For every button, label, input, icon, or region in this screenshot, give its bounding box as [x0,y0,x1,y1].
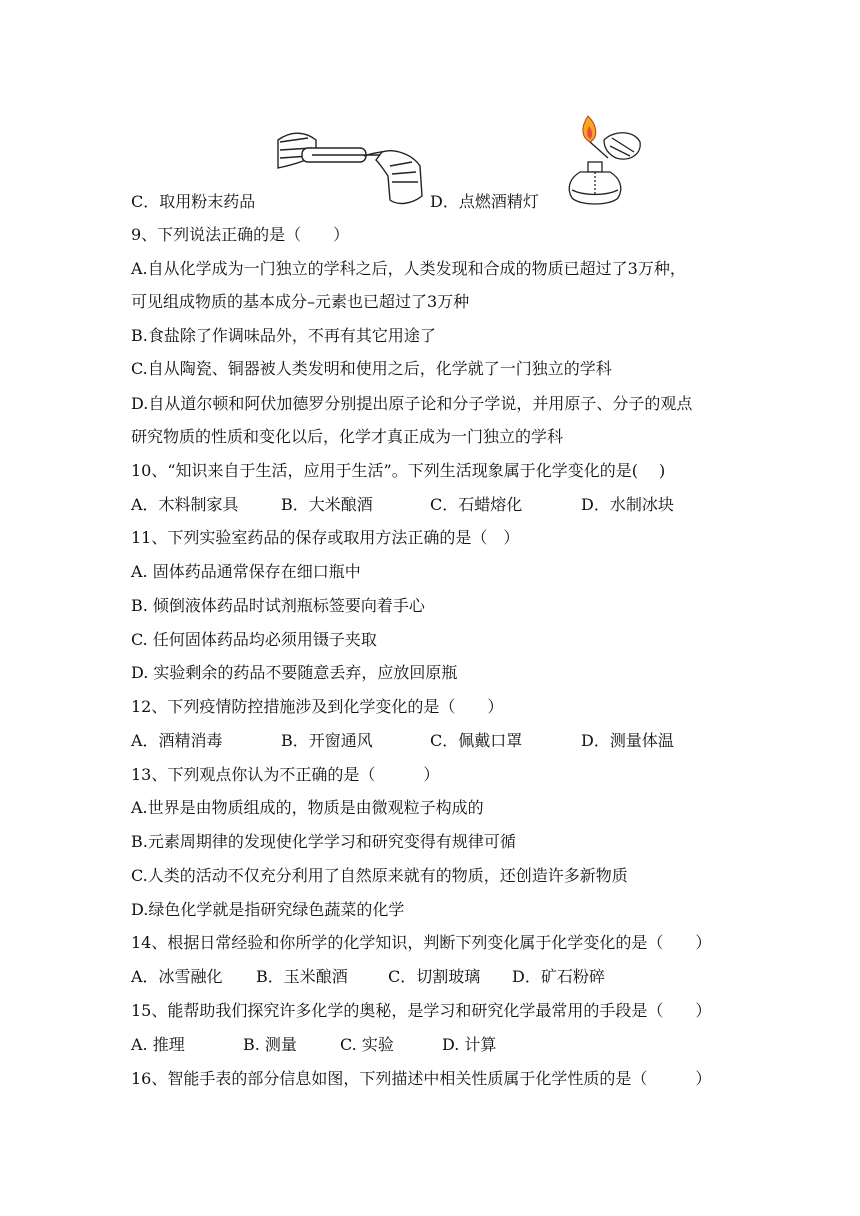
q9-option-d-line2: 研究物质的性质和变化以后，化学才真正成为一门独立的学科 [131,427,564,446]
q16-stem: 16、智能手表的部分信息如图，下列描述中相关性质属于化学性质的是（ ） [131,1069,712,1088]
q11-option-c: C. 任何固体药品均必须用镊子夹取 [131,630,377,649]
q12-option-b: B．开窗通风 [281,731,373,750]
q11-option-b: B. 倾倒液体药品时试剂瓶标签要向着手心 [131,596,425,615]
q12-option-d: D．测量体温 [581,731,674,750]
q9-option-b: B.食盐除了作调味品外，不再有其它用途了 [131,326,436,345]
q10-option-a: A．木料制家具 [131,495,239,514]
q8-option-d: D．点燃酒精灯 [430,192,539,211]
q10-stem: 10、“知识来自于生活，应用于生活”。下列生活现象属于化学变化的是( ) [131,461,666,480]
q13-option-d: D.绿色化学就是指研究绿色蔬菜的化学 [131,900,405,919]
q11-stem: 11、下列实验室药品的保存或取用方法正确的是（ ） [131,528,520,547]
q13-option-a: A.世界是由物质组成的，物质是由微观粒子构成的 [131,798,484,817]
q13-stem: 13、下列观点你认为不正确的是（ ） [131,765,440,784]
q14-option-d: D．矿石粉碎 [512,967,605,986]
q9-stem: 9、下列说法正确的是（ ） [131,225,350,244]
q10-option-b: B．大米酿酒 [281,495,373,514]
q12-option-c: C．佩戴口罩 [430,731,523,750]
q12-option-a: A．酒精消毒 [131,731,223,750]
q14-stem: 14、根据日常经验和你所学的化学知识，判断下列变化属于化学变化的是（ ） [131,933,712,952]
q10-option-c: C．石蜡熔化 [430,495,523,514]
q14-option-a: A．冰雪融化 [131,967,223,986]
q15-stem: 15、能帮助我们探究许多化学的奥秘，是学习和研究化学最常用的手段是（ ） [131,1001,712,1020]
q9-option-d-line1: D.自从道尔顿和阿伏加德罗分别提出原子论和分子学说，并用原子、分子的观点 [131,394,693,413]
q15-option-d: D. 计算 [442,1035,497,1054]
q9-option-c: C.自从陶瓷、铜器被人类发明和使用之后，化学就了一门独立的学科 [131,359,612,378]
q13-option-c: C.人类的活动不仅充分利用了自然原来就有的物质，还创造许多新物质 [131,866,628,885]
q9-option-a-line1: A.自从化学成为一门独立的学科之后，人类发现和合成的物质已超过了3万种， [131,259,686,278]
q10-option-d: D．水制冰块 [581,495,674,514]
q12-stem: 12、下列疫情防控措施涉及到化学变化的是（ ） [131,697,504,716]
q8-option-c: C．取用粉末药品 [131,192,256,211]
q11-option-d: D. 实验剩余的药品不要随意丢弃，应放回原瓶 [131,663,458,682]
q11-option-a: A. 固体药品通常保存在细口瓶中 [131,562,361,581]
q14-option-b: B．玉米酿酒 [256,967,348,986]
q14-option-c: C．切割玻璃 [388,967,481,986]
powder-sampling-illustration [272,126,432,210]
q15-option-c: C. 实验 [340,1035,394,1054]
q13-option-b: B.元素周期律的发现使化学学习和研究变得有规律可循 [131,832,516,851]
q9-option-a-line2: 可见组成物质的基本成分–元素也已超过了3万种 [131,292,470,311]
alcohol-lamp-illustration [550,112,644,212]
q15-option-a: A. 推理 [131,1035,185,1054]
q15-option-b: B. 测量 [243,1035,297,1054]
